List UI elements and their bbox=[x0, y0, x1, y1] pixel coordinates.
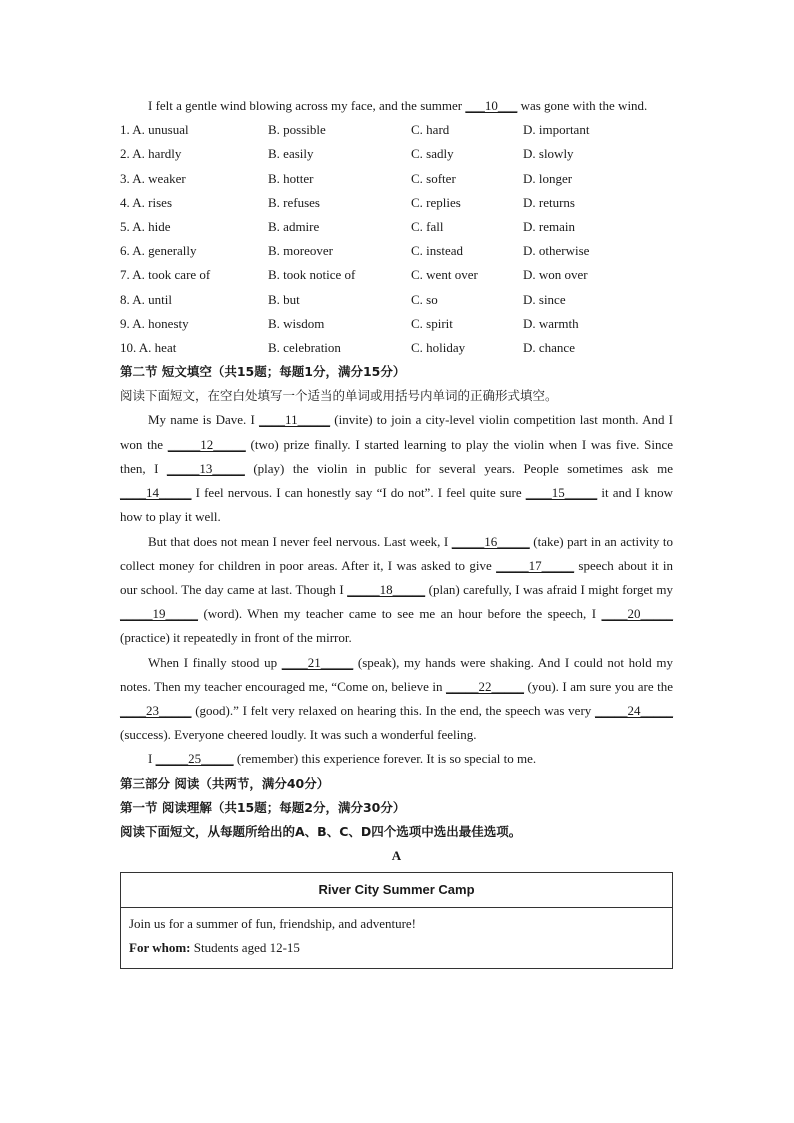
option-a: 4. A. rises bbox=[120, 194, 172, 210]
passage-text: (plan) carefully, I was afraid I might forget my bbox=[425, 581, 673, 597]
camp-title: River City Summer Camp bbox=[121, 873, 672, 908]
option-a: 10. A. heat bbox=[120, 339, 177, 355]
answer-blank: ____14_____ bbox=[120, 485, 192, 501]
answer-blank: ____21_____ bbox=[281, 654, 354, 670]
option-b: B. moreover bbox=[268, 243, 333, 259]
option-row bbox=[120, 215, 673, 239]
passage-text: it and I know how to play it well. bbox=[120, 485, 673, 525]
intro-text-before: I felt a gentle wind blowing across my face, and the summer bbox=[148, 98, 466, 113]
answer-blank: ____23_____ bbox=[120, 702, 192, 718]
option-b: B. possible bbox=[268, 122, 326, 138]
option-d: D. slowly bbox=[523, 146, 574, 162]
option-b: B. celebration bbox=[268, 339, 341, 355]
option-a: 5. A. hide bbox=[120, 218, 171, 234]
option-row bbox=[120, 263, 673, 287]
option-c: C. went over bbox=[411, 267, 478, 283]
option-c: C. spirit bbox=[411, 315, 453, 331]
answer-blank: _____22_____ bbox=[446, 678, 525, 694]
option-b: B. but bbox=[268, 291, 300, 307]
passage-text: When I finally stood up bbox=[148, 654, 282, 670]
blank-10: ___10___ bbox=[465, 98, 518, 113]
option-a: 8. A. until bbox=[120, 291, 173, 307]
camp-notice-box bbox=[120, 872, 673, 969]
passage-paragraph-1 bbox=[120, 408, 673, 529]
option-d: D. otherwise bbox=[523, 243, 590, 259]
option-d: D. won over bbox=[523, 267, 588, 283]
answer-blank: ____15_____ bbox=[525, 485, 598, 501]
passage-letter: A bbox=[391, 848, 402, 864]
option-c: C. instead bbox=[411, 243, 463, 259]
passage-text: (success). Everyone cheered loudly. It was such a wonderful feeling. bbox=[120, 727, 477, 743]
answer-blank: _____16_____ bbox=[451, 533, 530, 549]
answer-blank: ____11_____ bbox=[259, 412, 331, 428]
camp-for-whom-line bbox=[129, 936, 664, 960]
option-c: C. holiday bbox=[411, 339, 466, 355]
option-b: B. took notice of bbox=[268, 267, 356, 283]
camp-body bbox=[121, 908, 672, 968]
passage-text: I bbox=[148, 751, 156, 767]
passage-text: (practice) it repeatedly in front of the mirror. bbox=[120, 630, 352, 646]
document-content bbox=[120, 94, 673, 969]
part3-heading: 第三部分 阅读（共两节，满分40分） bbox=[120, 775, 330, 791]
camp-intro-line: Join us for a summer of fun, friendship, and adventure! bbox=[129, 916, 417, 932]
option-row bbox=[120, 191, 673, 215]
option-b: B. hotter bbox=[268, 170, 314, 186]
passage-text: (remember) this experience forever. It is so special to me. bbox=[233, 751, 537, 767]
option-c: C. hard bbox=[411, 122, 450, 138]
passage-paragraph-2 bbox=[120, 530, 673, 651]
passage-text: (you). I am sure you are the bbox=[524, 678, 674, 694]
option-d: D. chance bbox=[523, 339, 575, 355]
option-row bbox=[120, 167, 673, 191]
intro-text-after: was gone with the wind. bbox=[517, 98, 648, 113]
option-a: 9. A. honesty bbox=[120, 315, 189, 331]
reading-section1-heading: 第一节 阅读理解（共15题；每题2分，满分30分） bbox=[120, 799, 406, 815]
option-row bbox=[120, 312, 673, 336]
option-row bbox=[120, 118, 673, 142]
option-a: 2. A. hardly bbox=[120, 146, 182, 162]
option-row bbox=[120, 288, 673, 312]
answer-blank: _____13_____ bbox=[166, 460, 245, 476]
option-row bbox=[120, 336, 673, 360]
for-whom-value: Students aged 12-15 bbox=[190, 940, 300, 956]
passage-text: (invite) to join a city-level violin competition last month. And I won the bbox=[120, 412, 674, 452]
option-row bbox=[120, 142, 673, 166]
intro-paragraph bbox=[120, 94, 673, 118]
answer-blank: _____25_____ bbox=[155, 751, 234, 767]
option-c: C. sadly bbox=[411, 146, 454, 162]
option-c: C. fall bbox=[411, 218, 444, 234]
option-row bbox=[120, 239, 673, 263]
answer-blank: _____18_____ bbox=[347, 581, 426, 597]
option-b: B. refuses bbox=[268, 194, 320, 210]
passage-paragraph-3 bbox=[120, 651, 673, 748]
passage-text: (good).” I felt very relaxed on hearing this. In the end, the speech was very bbox=[191, 702, 595, 718]
option-c: C. softer bbox=[411, 170, 456, 186]
answer-blank: _____19_____ bbox=[120, 606, 198, 622]
option-d: D. important bbox=[523, 122, 590, 138]
option-d: D. remain bbox=[523, 218, 575, 234]
option-d: D. returns bbox=[523, 194, 575, 210]
answer-blank: _____24_____ bbox=[595, 702, 673, 718]
passage-text: (take) part in an activity to collect money for children in poor areas. After it, I was asked to give bbox=[120, 533, 673, 573]
passage-text: speech about it in our school. The day came at last. Though I bbox=[120, 557, 673, 597]
passage-text: But that does not mean I never feel nervous. Last week, I bbox=[148, 533, 452, 549]
passage-text: (play) the violin in public for several years. People sometimes ask me bbox=[244, 460, 673, 476]
option-d: D. since bbox=[523, 291, 566, 307]
option-b: B. wisdom bbox=[268, 315, 325, 331]
option-b: B. admire bbox=[268, 218, 320, 234]
for-whom-label: For whom: bbox=[129, 940, 191, 956]
section2-instruction: 阅读下面短文，在空白处填写一个适当的单词或用括号内单词的正确形式填空。 bbox=[120, 388, 558, 404]
passage-text: (word). When my teacher came to see me an hour before the speech, I bbox=[198, 606, 602, 622]
option-a: 3. A. weaker bbox=[120, 170, 186, 186]
reading-instruction: 阅读下面短文，从每题所给出的A、B、C、D四个选项中选出最佳选项。 bbox=[120, 823, 522, 839]
passage-paragraph-4 bbox=[120, 747, 673, 771]
option-c: C. so bbox=[411, 291, 438, 307]
passage-text: (two) prize finally. I started learning to play the violin when I was five. Since then, I bbox=[120, 436, 673, 476]
options-list bbox=[120, 118, 673, 360]
option-b: B. easily bbox=[268, 146, 314, 162]
option-c: C. replies bbox=[411, 194, 461, 210]
passage-text: My name is Dave. I bbox=[148, 412, 260, 428]
option-a: 7. A. took care of bbox=[120, 267, 211, 283]
answer-blank: ____20_____ bbox=[601, 606, 673, 622]
answer-blank: _____12_____ bbox=[167, 436, 246, 452]
option-d: D. longer bbox=[523, 170, 573, 186]
option-a: 6. A. generally bbox=[120, 243, 197, 259]
section2-heading: 第二节 短文填空（共15题；每题1分，满分15分） bbox=[120, 364, 406, 380]
option-d: D. warmth bbox=[523, 315, 579, 331]
answer-blank: _____17_____ bbox=[496, 557, 575, 573]
option-a: 1. A. unusual bbox=[120, 122, 189, 138]
passage-text: I feel nervous. I can honestly say “I do not”. I feel quite sure bbox=[191, 485, 526, 501]
passage-text: (speak), my hands were shaking. And I could not hold my notes. Then my teacher encouraged me, “Come on, believe in bbox=[120, 654, 673, 694]
